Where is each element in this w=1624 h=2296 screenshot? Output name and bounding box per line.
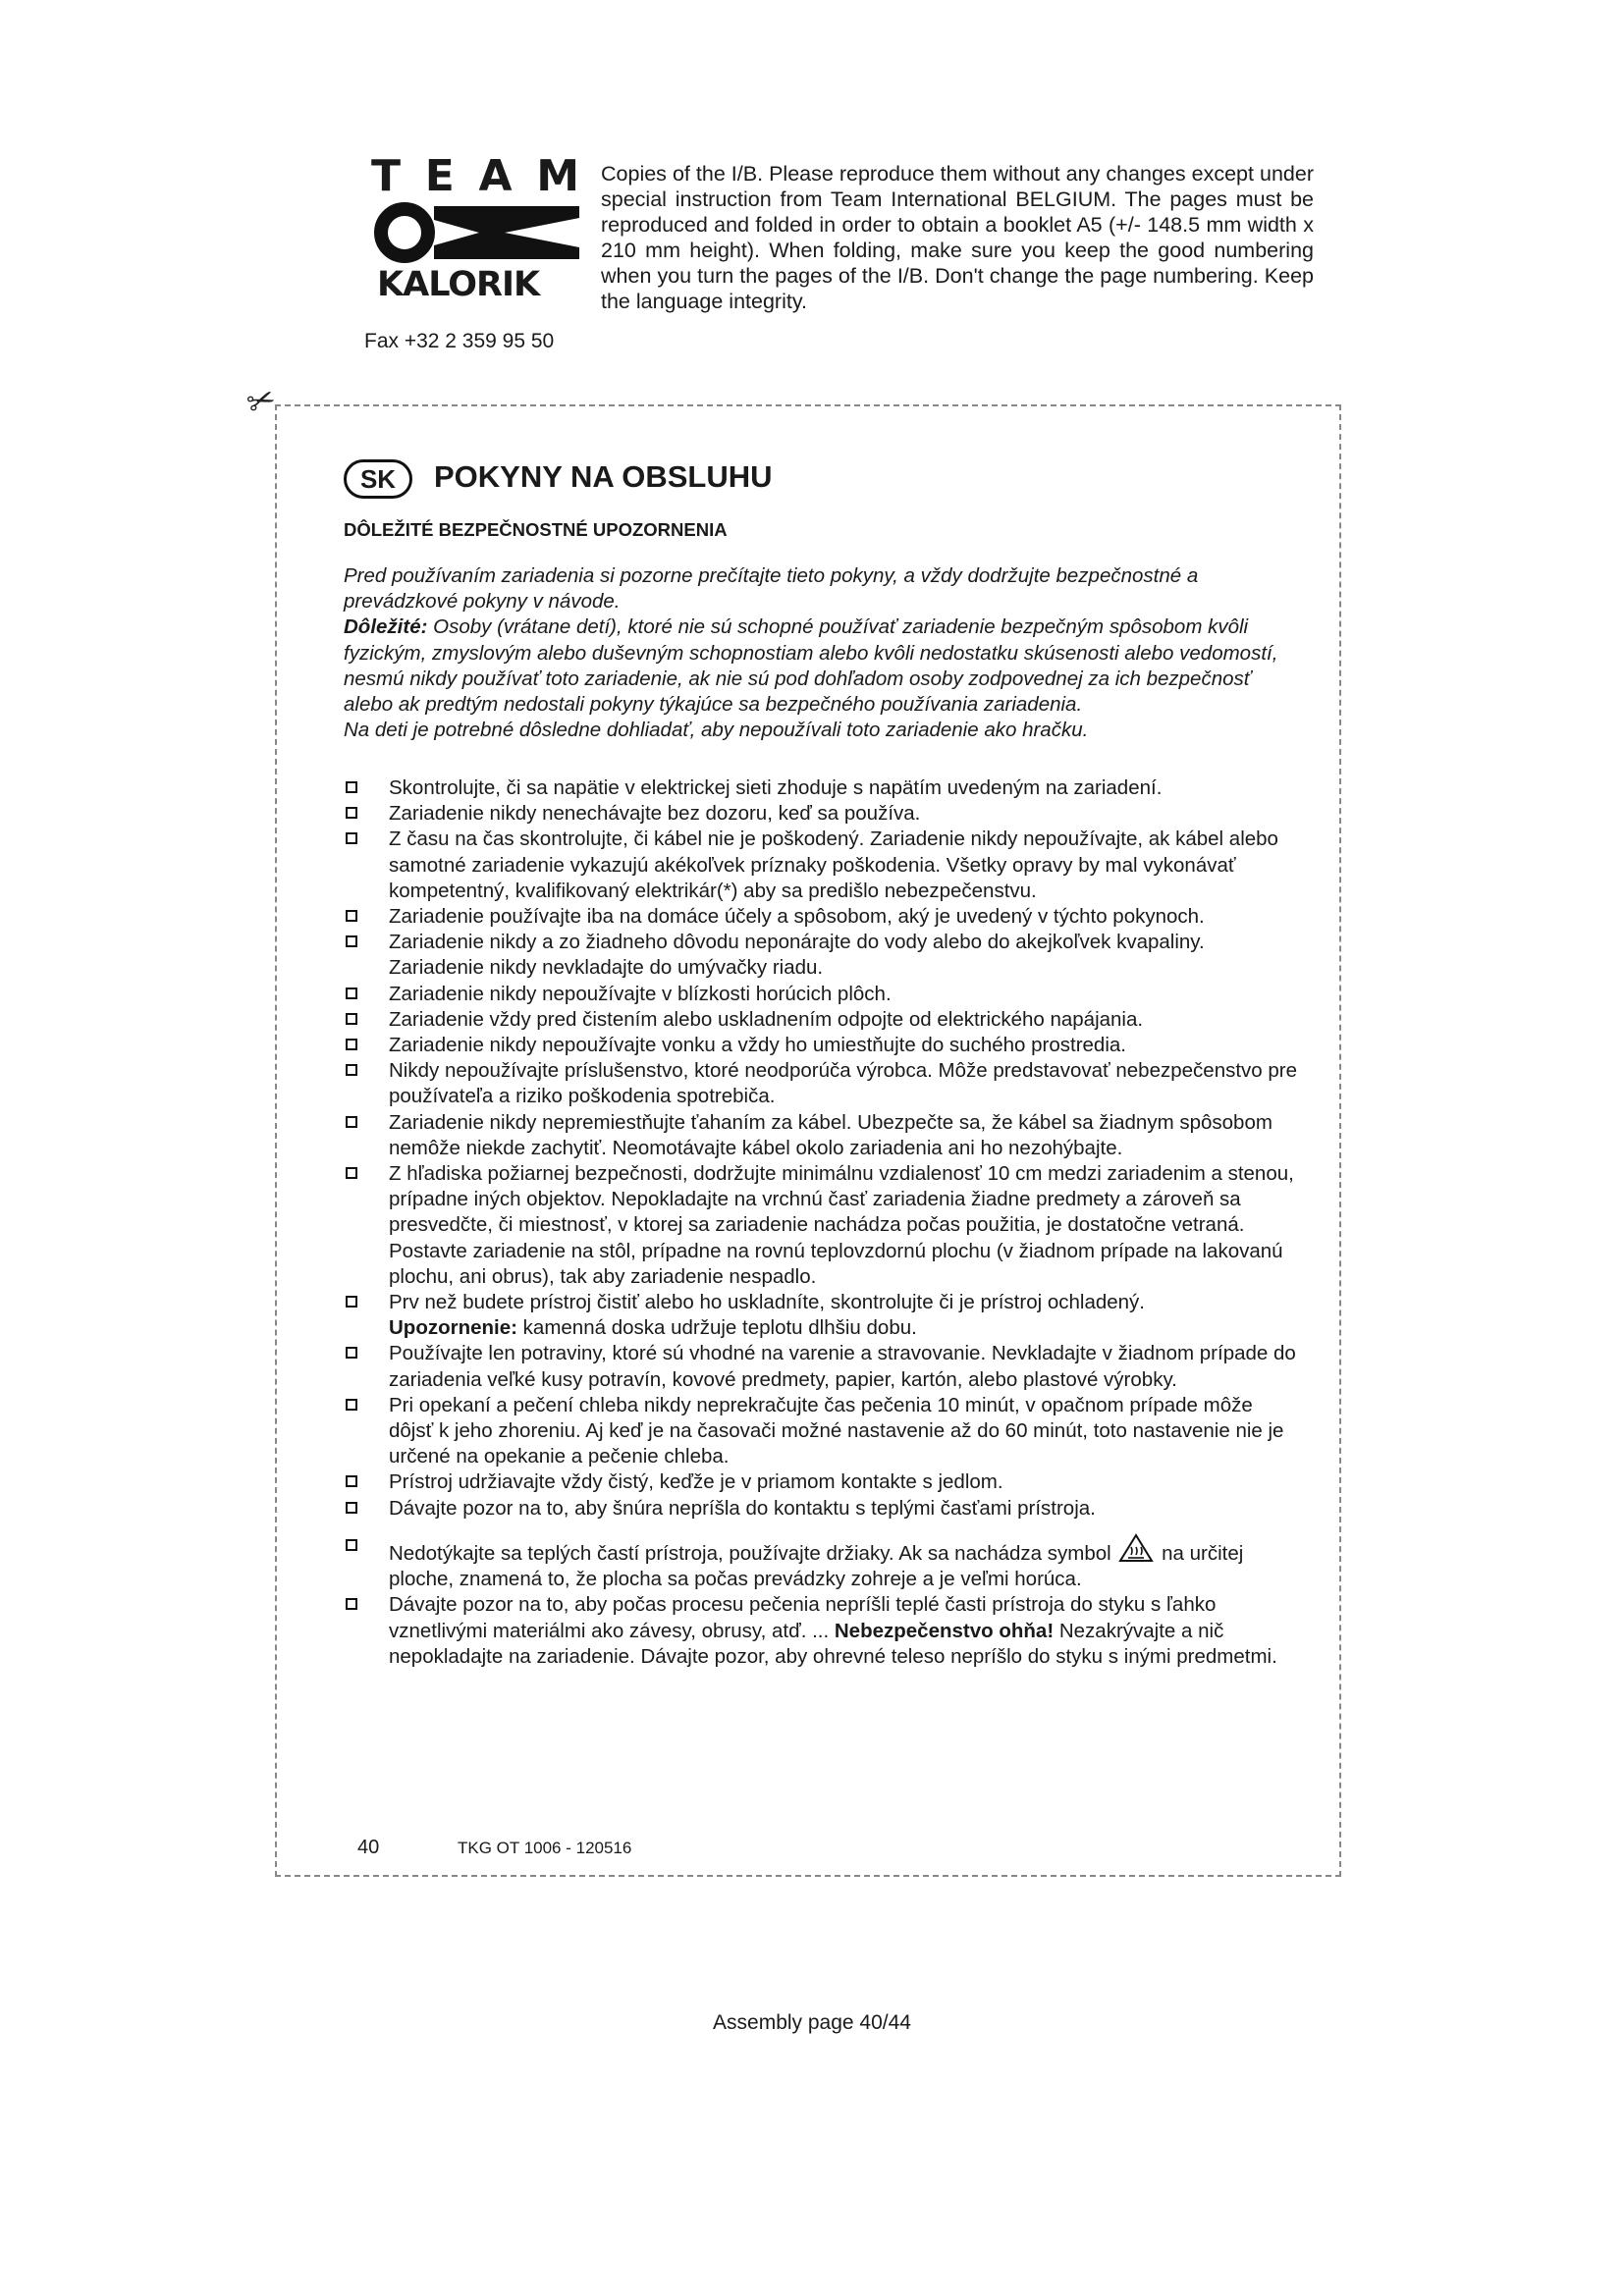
list-item-text: Pri opekaní a pečení chleba nikdy neprekračujte čas pečenia 10 minút, v opačnom prípade môže dôjsť k jeho zhoreniu. Aj keď je na časovači možné nastavenie až do 60 minút, toto nastavenie nie je určené na opekanie a pečenie chleba. bbox=[389, 1393, 1284, 1468]
list-item bbox=[344, 1469, 1302, 1495]
list-item bbox=[344, 1341, 1302, 1392]
safety-list bbox=[344, 775, 1302, 1670]
list-item bbox=[344, 1533, 1302, 1592]
list-item bbox=[344, 1110, 1302, 1161]
list-item-text: Skontrolujte, či sa napätie v elektrickej sieti zhoduje s napätím uvedeným na zariadení. bbox=[389, 776, 1163, 799]
list-item bbox=[344, 930, 1302, 981]
intro-important-text: Osoby (vrátane detí), ktoré nie sú schopné používať zariadenie bezpečným spôsobom kvôli fyzickým, zmyslovým alebo duševným schopnostiam alebo kvôli nedostatku skúsenosti alebo vedomostí, nesmú nikdy používať toto zariadenie, ak nie sú pod dohľadom osoby zodpovednej za ich bezpečnosť alebo ak predtým nedostali pokyny týkajúce sa bezpečného používania zariadenia. bbox=[344, 615, 1278, 717]
list-item-text: kamenná doska udržuje teplotu dlhšiu dobu. bbox=[516, 1316, 917, 1340]
checkbox-icon bbox=[346, 910, 357, 922]
list-item-text: Zariadenie používajte iba na domáce účely a spôsobom, aký je uvedený v týchto pokynoch. bbox=[389, 905, 1205, 929]
list-item-text: Z hľadiska požiarnej bezpečnosti, dodržujte minimálnu vzdialenosť 10 cm medzi zariadenim a stenou, prípadne iných objektov. Nepokladajte na vrchnú časť zariadenia žiadne predmety a zároveň sa presvedčte, či miestnosť, v ktorej sa zariadenie nachádza počas použitia, je dostatočne vetraná. Postavte zariadenie na stôl, prípadne na rovnú teplovzdornú plochu (v žiadnom prípade na lakovanú plochu, ani obrus), tak aby zariadenie nespadlo. bbox=[389, 1162, 1294, 1288]
scissors-icon: ✂ bbox=[242, 379, 282, 424]
list-item bbox=[344, 1592, 1302, 1670]
list-item bbox=[344, 1393, 1302, 1470]
checkbox-icon bbox=[346, 1502, 357, 1514]
list-item bbox=[344, 775, 1302, 801]
list-item bbox=[344, 1007, 1302, 1033]
language-badge: SK bbox=[344, 459, 412, 499]
checkbox-icon bbox=[346, 988, 357, 999]
list-item bbox=[344, 982, 1302, 1007]
list-item-text: Zariadenie nikdy nepoužívajte v blízkosti horúcich plôch. bbox=[389, 982, 892, 1005]
list-item bbox=[344, 1496, 1302, 1522]
document-code: TKG OT 1006 - 120516 bbox=[458, 1839, 632, 1857]
fire-danger-label: Nebezpečenstvo ohňa! bbox=[834, 1619, 1055, 1642]
list-item bbox=[344, 1058, 1302, 1109]
important-label: Dôležité: bbox=[344, 615, 428, 639]
checkbox-icon bbox=[346, 1116, 357, 1128]
fax-number: Fax +32 2 359 95 50 bbox=[364, 330, 555, 352]
list-item-text: Prístroj udržiavajte vždy čistý, keďže je v priamom kontakte s jedlom. bbox=[389, 1470, 1003, 1494]
checkbox-icon bbox=[346, 1347, 357, 1359]
list-item bbox=[344, 1290, 1302, 1341]
list-item-text: Dávajte pozor na to, aby šnúra nepríšla do kontaktu s teplými časťami prístroja. bbox=[389, 1496, 1096, 1520]
list-item-text: Zariadenie vždy pred čistením alebo uskladnením odpojte od elektrického napájania. bbox=[389, 1007, 1144, 1031]
list-item-text: Nedotýkajte sa teplých častí prístroja, používajte držiaky. Ak sa nachádza symbol bbox=[389, 1541, 1117, 1565]
logo-team-text bbox=[371, 151, 579, 201]
list-item bbox=[344, 904, 1302, 930]
intro-text bbox=[344, 563, 1298, 743]
list-item-text: Nezakrývajte a nič nepokladajte na zariadenie. Dávajte pozor, aby ohrevné teleso nepríšlo do styku s inými predmetmi. bbox=[389, 1619, 1277, 1668]
intro-paragraph: Na deti je potrebné dôsledne dohliadať, aby nepoužívali toto zariadenie ako hračku. bbox=[344, 719, 1089, 742]
checkbox-icon bbox=[346, 1539, 357, 1551]
team-kalorik-logo bbox=[363, 147, 579, 324]
page-title: POKYNY NA OBSLUHU bbox=[434, 459, 773, 494]
intro-paragraph: Pred používaním zariadenia si pozorne prečítajte tieto pokyny, a vždy dodržujte bezpečnostné a prevádzkové pokyny v návode. bbox=[344, 564, 1199, 614]
checkbox-icon bbox=[346, 1399, 357, 1411]
list-item-text: Zariadenie nikdy a zo žiadneho dôvodu neponárajte do vody alebo do akejkoľvek kvapaliny. Zariadenie nikdy nevkladajte do umývačky riadu. bbox=[389, 931, 1205, 980]
list-item-text: Zariadenie nikdy nenechávajte bez dozoru, keď sa používa. bbox=[389, 802, 921, 826]
list-item-text: Zariadenie nikdy nepremiestňujte ťahaním za kábel. Ubezpečte sa, že kábel sa žiadnym spôsobom nemôže niekde zachytiť. Neomotávajte kábel okolo zariadenia ani ho nezohýbajte. bbox=[389, 1110, 1272, 1159]
list-item-text: Nikdy nepoužívajte príslušenstvo, ktoré neodporúča výrobca. Môže predstavovať nebezpečenstvo pre používateľa a riziko poškodenia spotrebiča. bbox=[389, 1059, 1298, 1108]
list-item-text: na určitej ploche, znamená to, že plocha sa počas prevádzky zohreje a je veľmi horúca. bbox=[389, 1541, 1244, 1591]
checkbox-icon bbox=[346, 1039, 357, 1050]
section-subtitle: DÔLEŽITÉ BEZPEČNOSTNÉ UPOZORNENIA bbox=[344, 519, 728, 540]
logo-letter: T bbox=[371, 151, 402, 201]
intro-paragraph bbox=[344, 614, 1298, 718]
logo-kalorik-text: KALORIK bbox=[377, 265, 540, 304]
checkbox-icon bbox=[346, 781, 357, 793]
checkbox-icon bbox=[346, 1167, 357, 1179]
page-number: 40 bbox=[357, 1837, 380, 1858]
list-item-text: Z času na čas skontrolujte, či kábel nie je poškodený. Zariadenie nikdy nepoužívajte, ak kábel alebo samotné zariadenie vykazujú akékoľvek príznaky poškodenia. Všetky opravy by mal vykonávať kompetentný, kvalifikovaný elektrikár(*) aby sa predišlo nebezpečenstvu. bbox=[389, 828, 1278, 902]
reproduction-note: Copies of the I/B. Please reproduce them without any changes except under special instruction from Team International BELGIUM. The pages must be reproduced and folded in order to obtain a booklet A5 (+/- 148.5 mm width x 210 mm height). When folding, make sure you keep the good numbering when you turn the pages of the I/B. Don't change the page numbering. Keep the language integrity. bbox=[601, 162, 1314, 313]
list-item bbox=[344, 1033, 1302, 1058]
list-item bbox=[344, 827, 1302, 904]
checkbox-icon bbox=[346, 832, 357, 844]
logo-letter: A bbox=[478, 151, 513, 201]
checkbox-icon bbox=[346, 1598, 357, 1610]
list-item bbox=[344, 801, 1302, 827]
hot-surface-warning-icon bbox=[1118, 1533, 1154, 1563]
checkbox-icon bbox=[346, 1013, 357, 1025]
assembly-page-label: Assembly page 40/44 bbox=[713, 2011, 911, 2034]
logo-letter: E bbox=[424, 151, 455, 201]
warning-label: Upozornenie: bbox=[389, 1316, 517, 1340]
logo-letter: M bbox=[536, 151, 579, 201]
list-item-text: Prv než budete prístroj čistiť alebo ho uskladníte, skontrolujte či je prístroj ochladený. bbox=[389, 1291, 1146, 1314]
checkbox-icon bbox=[346, 1064, 357, 1076]
list-item-text: Dávajte pozor na to, aby počas procesu pečenia nepríšli teplé časti prístroja do styku s ľahko vznetlivými materiálmi ako závesy, obrusy, atď. ... bbox=[389, 1593, 1217, 1642]
checkbox-icon bbox=[346, 935, 357, 947]
checkbox-icon bbox=[346, 807, 357, 819]
list-item bbox=[344, 1161, 1302, 1290]
logo-k-emblem-icon bbox=[371, 202, 579, 263]
list-item-text: Používajte len potraviny, ktoré sú vhodné na varenie a stravovanie. Nevkladajte v žiadnom prípade do zariadenia veľké kusy potravín, kovové predmety, papier, kartón, alebo plastové výrobky. bbox=[389, 1342, 1296, 1391]
checkbox-icon bbox=[346, 1475, 357, 1487]
list-item-text: Zariadenie nikdy nepoužívajte vonku a vždy ho umiestňujte do suchého prostredia. bbox=[389, 1034, 1126, 1057]
checkbox-icon bbox=[346, 1296, 357, 1308]
